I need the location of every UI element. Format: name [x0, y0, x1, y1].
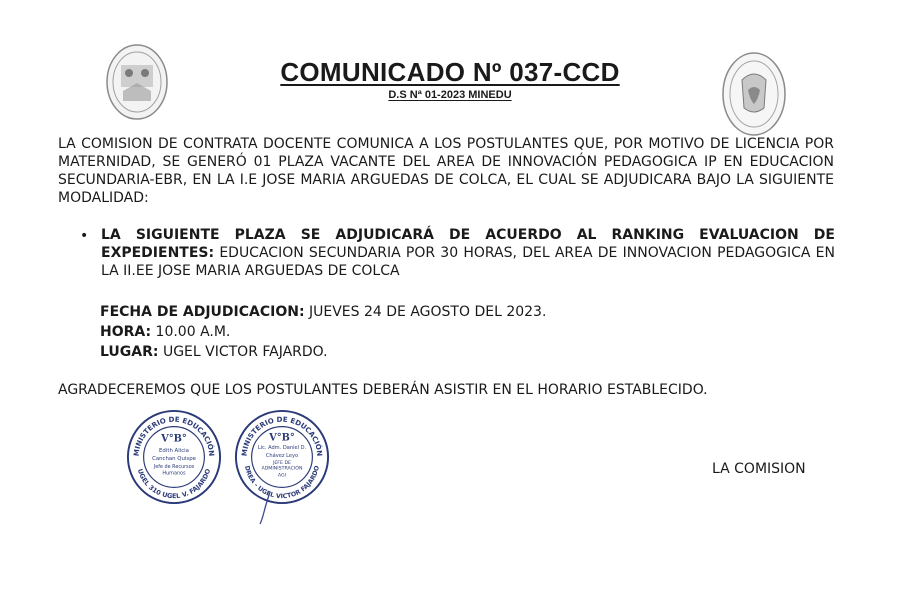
fecha-label: FECHA DE ADJUDICACION:	[100, 304, 305, 320]
bullet-bold-text: LA SIGUIENTE PLAZA SE ADJUDICARÁ DE ACUERDO AL RANKING EVALUACION DE EXPEDIENTES:	[101, 227, 835, 261]
hora-row	[100, 322, 546, 342]
document-subtitle: D.S Nª 01-2023 MINEDU	[388, 89, 512, 101]
fecha-value: JUEVES 24 DE AGOSTO DEL 2023.	[304, 304, 547, 320]
intro-paragraph: LA COMISION DE CONTRATA DOCENTE COMUNICA A LOS POSTULANTES QUE, POR MOTIVO DE LICENCIA POR MATERNIDAD, SE GENERÓ 01 PLAZA VACANTE DEL AREA DE INNOVACIÓN PEDAGOGICA IP EN EDUCACION SECUNDARIA-EBR, EN LA I.E JOSE MARIA ARGUEDAS DE COLCA, EL CUAL SE ADJUDICARA BAJO LA SIGUIENTE MODALIDAD:	[58, 136, 834, 206]
stamp-left-line1: Edith Alicia	[159, 448, 189, 455]
stamp-left-top-arc: MINISTERIO DE EDUCACIÓN	[131, 414, 217, 457]
stamp-left-line3: Jefe de Recursos	[153, 463, 195, 470]
stamp-right-bottom-arc: DREA - UGEL VICTOR FAJARDO	[243, 465, 321, 501]
stamp-left-line4: Humanos	[162, 470, 186, 477]
hora-label: HORA:	[100, 324, 152, 340]
document-title: COMUNICADO Nº 037-CCD	[280, 57, 620, 87]
signature-line: LA COMISION	[712, 461, 806, 477]
bullet-marker: •	[80, 228, 89, 244]
stamp-left-vobo: V°B°	[161, 433, 187, 445]
stamp-right-line5: AGI	[277, 473, 287, 479]
bullet-text	[101, 226, 835, 280]
approval-stamp-right	[233, 408, 331, 506]
fecha-row	[100, 302, 546, 322]
adjudication-details	[100, 302, 546, 362]
stamp-right-line3: JEFE DE	[272, 460, 292, 466]
stamp-left-line2: Canchan Quispe	[152, 455, 196, 462]
lugar-label: LUGAR:	[100, 344, 159, 360]
stamp-right-top-arc: MINISTERIO DE EDUCACIÓN	[239, 414, 325, 457]
stamp-right-vobo: V°B°	[269, 432, 295, 444]
lugar-row	[100, 342, 546, 362]
bullet-item	[80, 226, 835, 280]
bullet-body-text: EDUCACION SECUNDARIA POR 30 HORAS, DEL AREA DE INNOVACION PEDAGOGICA EN LA II.EE JOSE MARIA ARGUEDAS DE COLCA	[101, 245, 835, 279]
stamp-left-bottom-arc: UGEL 310 UGEL V. FAJARDO	[135, 467, 213, 501]
hora-value: 10.00 A.M.	[151, 324, 231, 340]
closing-paragraph: AGRADECEREMOS QUE LOS POSTULANTES DEBERÁN ASISTIR EN EL HORARIO ESTABLECIDO.	[58, 382, 708, 398]
stamp-right-line1: Lic. Adm. Daniel D.	[257, 445, 307, 452]
stamp-right-line2: Chávez Leyo	[265, 453, 299, 459]
lugar-value: UGEL VICTOR FAJARDO.	[158, 344, 328, 360]
approval-stamp-left	[125, 408, 223, 506]
stamp-right-line4: ADMINISTRACIÓN	[261, 466, 303, 472]
pen-stroke-mark	[256, 490, 276, 526]
